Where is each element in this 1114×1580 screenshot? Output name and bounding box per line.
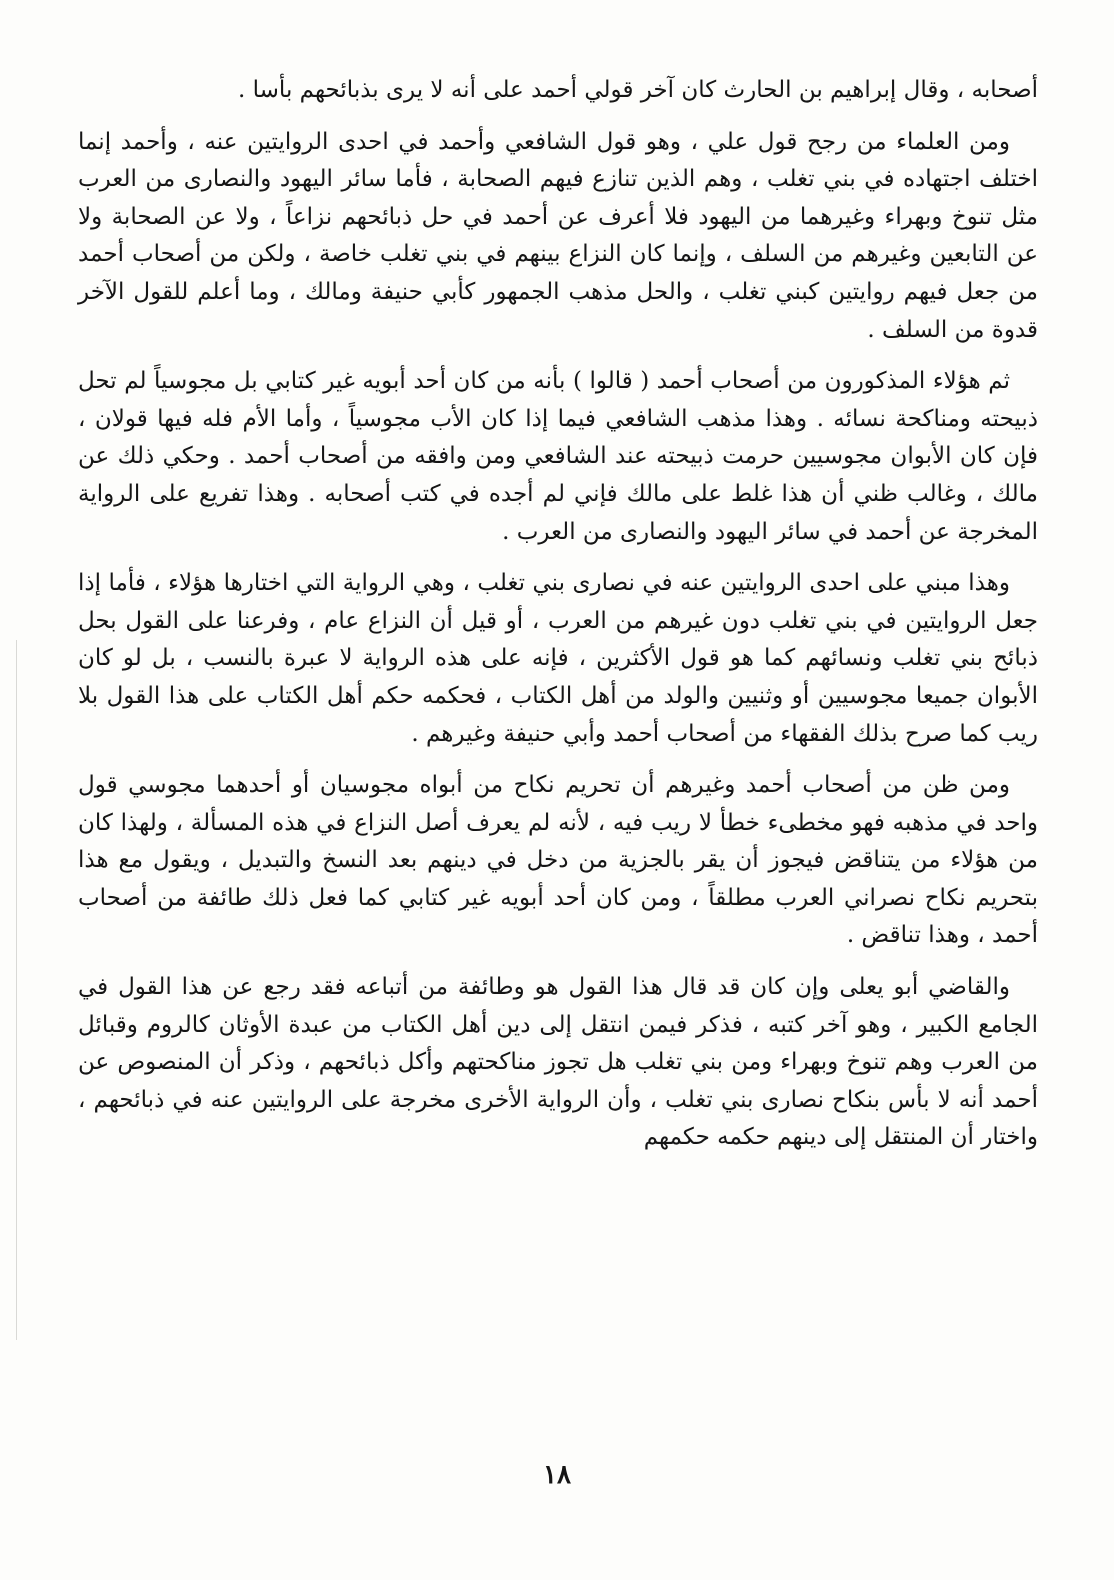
page-number: ١٨ <box>543 1460 571 1490</box>
paragraph: ومن العلماء من رجح قول علي ، وهو قول الشافعي وأحمد في احدى الروايتين عنه ، وأحمد إنما اختلف اجتهاده في بني تغلب ، وهم الذين تنازع فيهم الصحابة ، فأما سائر اليهود والنصارى من العرب مثل تنوخ وبهراء وغيرهما من اليهود فلا أعرف عن أحمد في حل ذبائحهم نزاعاً ، ولا عن الصحابة ولا عن التابعين وغيرهم من السلف ، وإنما كان النزاع بينهم في بني تغلب خاصة ، ولكن من أصحاب أحمد من جعل فيهم روايتين كبني تغلب ، والحل مذهب الجمهور كأبي حنيفة ومالك ، وما أعلم للقول الآخر قدوة من السلف . <box>78 128 1038 343</box>
body-text <box>78 72 1038 1171</box>
paragraph: ومن ظن من أصحاب أحمد وغيرهم أن تحريم نكاح من أبواه مجوسيان أو أحدهما مجوسي قول واحد في مذهبه فهو مخطىء خطأ لا ريب فيه ، لأنه لم يعرف أصل النزاع في هذه المسألة ، ولهذا كان من هؤلاء من يتناقض فيجوز أن يقر بالجزية من دخل في دينهم بعد النسخ والتبديل ، ويقول مع هذا بتحريم نكاح نصراني العرب مطلقاً ، ومن كان أحد أبويه غير كتابي كما فعل ذلك طائفة من أصحاب أحمد ، وهذا تناقض . <box>78 772 1038 949</box>
paragraph-continuation: أصحابه ، وقال إبراهيم بن الحارث كان آخر قولي أحمد على أنه لا يرى بذبائحهم بأسا . <box>238 77 1038 103</box>
paragraph: ثم هؤلاء المذكورون من أصحاب أحمد ( قالوا ) بأنه من كان أحد أبويه غير كتابي بل مجوسياً لم تحل ذبيحته ومناكحة نسائه . وهذا مذهب الشافعي فيما إذا كان الأب مجوسياً ، وأما الأم فله فيها قولان ، فإن كان الأبوان مجوسيين حرمت ذبيحته عند الشافعي ومن وافقه من أصحاب أحمد . وحكي ذلك عن مالك ، وغالب ظني أن هذا غلط على مالك فإني لم أجده في كتب أصحابه . وهذا تفريع على الرواية المخرجة عن أحمد في سائر اليهود والنصارى من العرب . <box>78 368 1038 545</box>
paragraph: والقاضي أبو يعلى وإن كان قد قال هذا القول هو وطائفة من أتباعه فقد رجع عن هذا القول في الجامع الكبير ، وهو آخر كتبه ، فذكر فيمن انتقل إلى دين أهل الكتاب من عبدة الأوثان كالروم وقبائل من العرب وهم تنوخ وبهراء ومن بني تغلب هل تجوز مناكحتهم وأكل ذبائحهم ، وذكر أن المنصوص عن أحمد أنه لا بأس بنكاح نصارى بني تغلب ، وأن الرواية الأخرى مخرجة على الروايتين عنه في ذبائحهم ، واختار أن المنتقل إلى دينهم حكمه حكمهم <box>78 974 1038 1151</box>
scan-edge-line <box>16 640 17 1340</box>
paragraph: وهذا مبني على احدى الروايتين عنه في نصارى بني تغلب ، وهي الرواية التي اختارها هؤلاء ، فأما إذا جعل الروايتين في بني تغلب دون غيرهم من العرب ، أو قيل أن النزاع عام ، وفرعنا على القول بحل ذبائح بني تغلب ونسائهم كما هو قول الأكثرين ، فإنه على هذه الرواية لا عبرة بالنسب ، بل لو كان الأبوان جميعا مجوسيين أو وثنيين والولد من أهل الكتاب ، فحكمه حكم أهل الكتاب على هذا القول بلا ريب كما صرح بذلك الفقهاء من أصحاب أحمد وأبي حنيفة وغيرهم . <box>78 570 1038 747</box>
